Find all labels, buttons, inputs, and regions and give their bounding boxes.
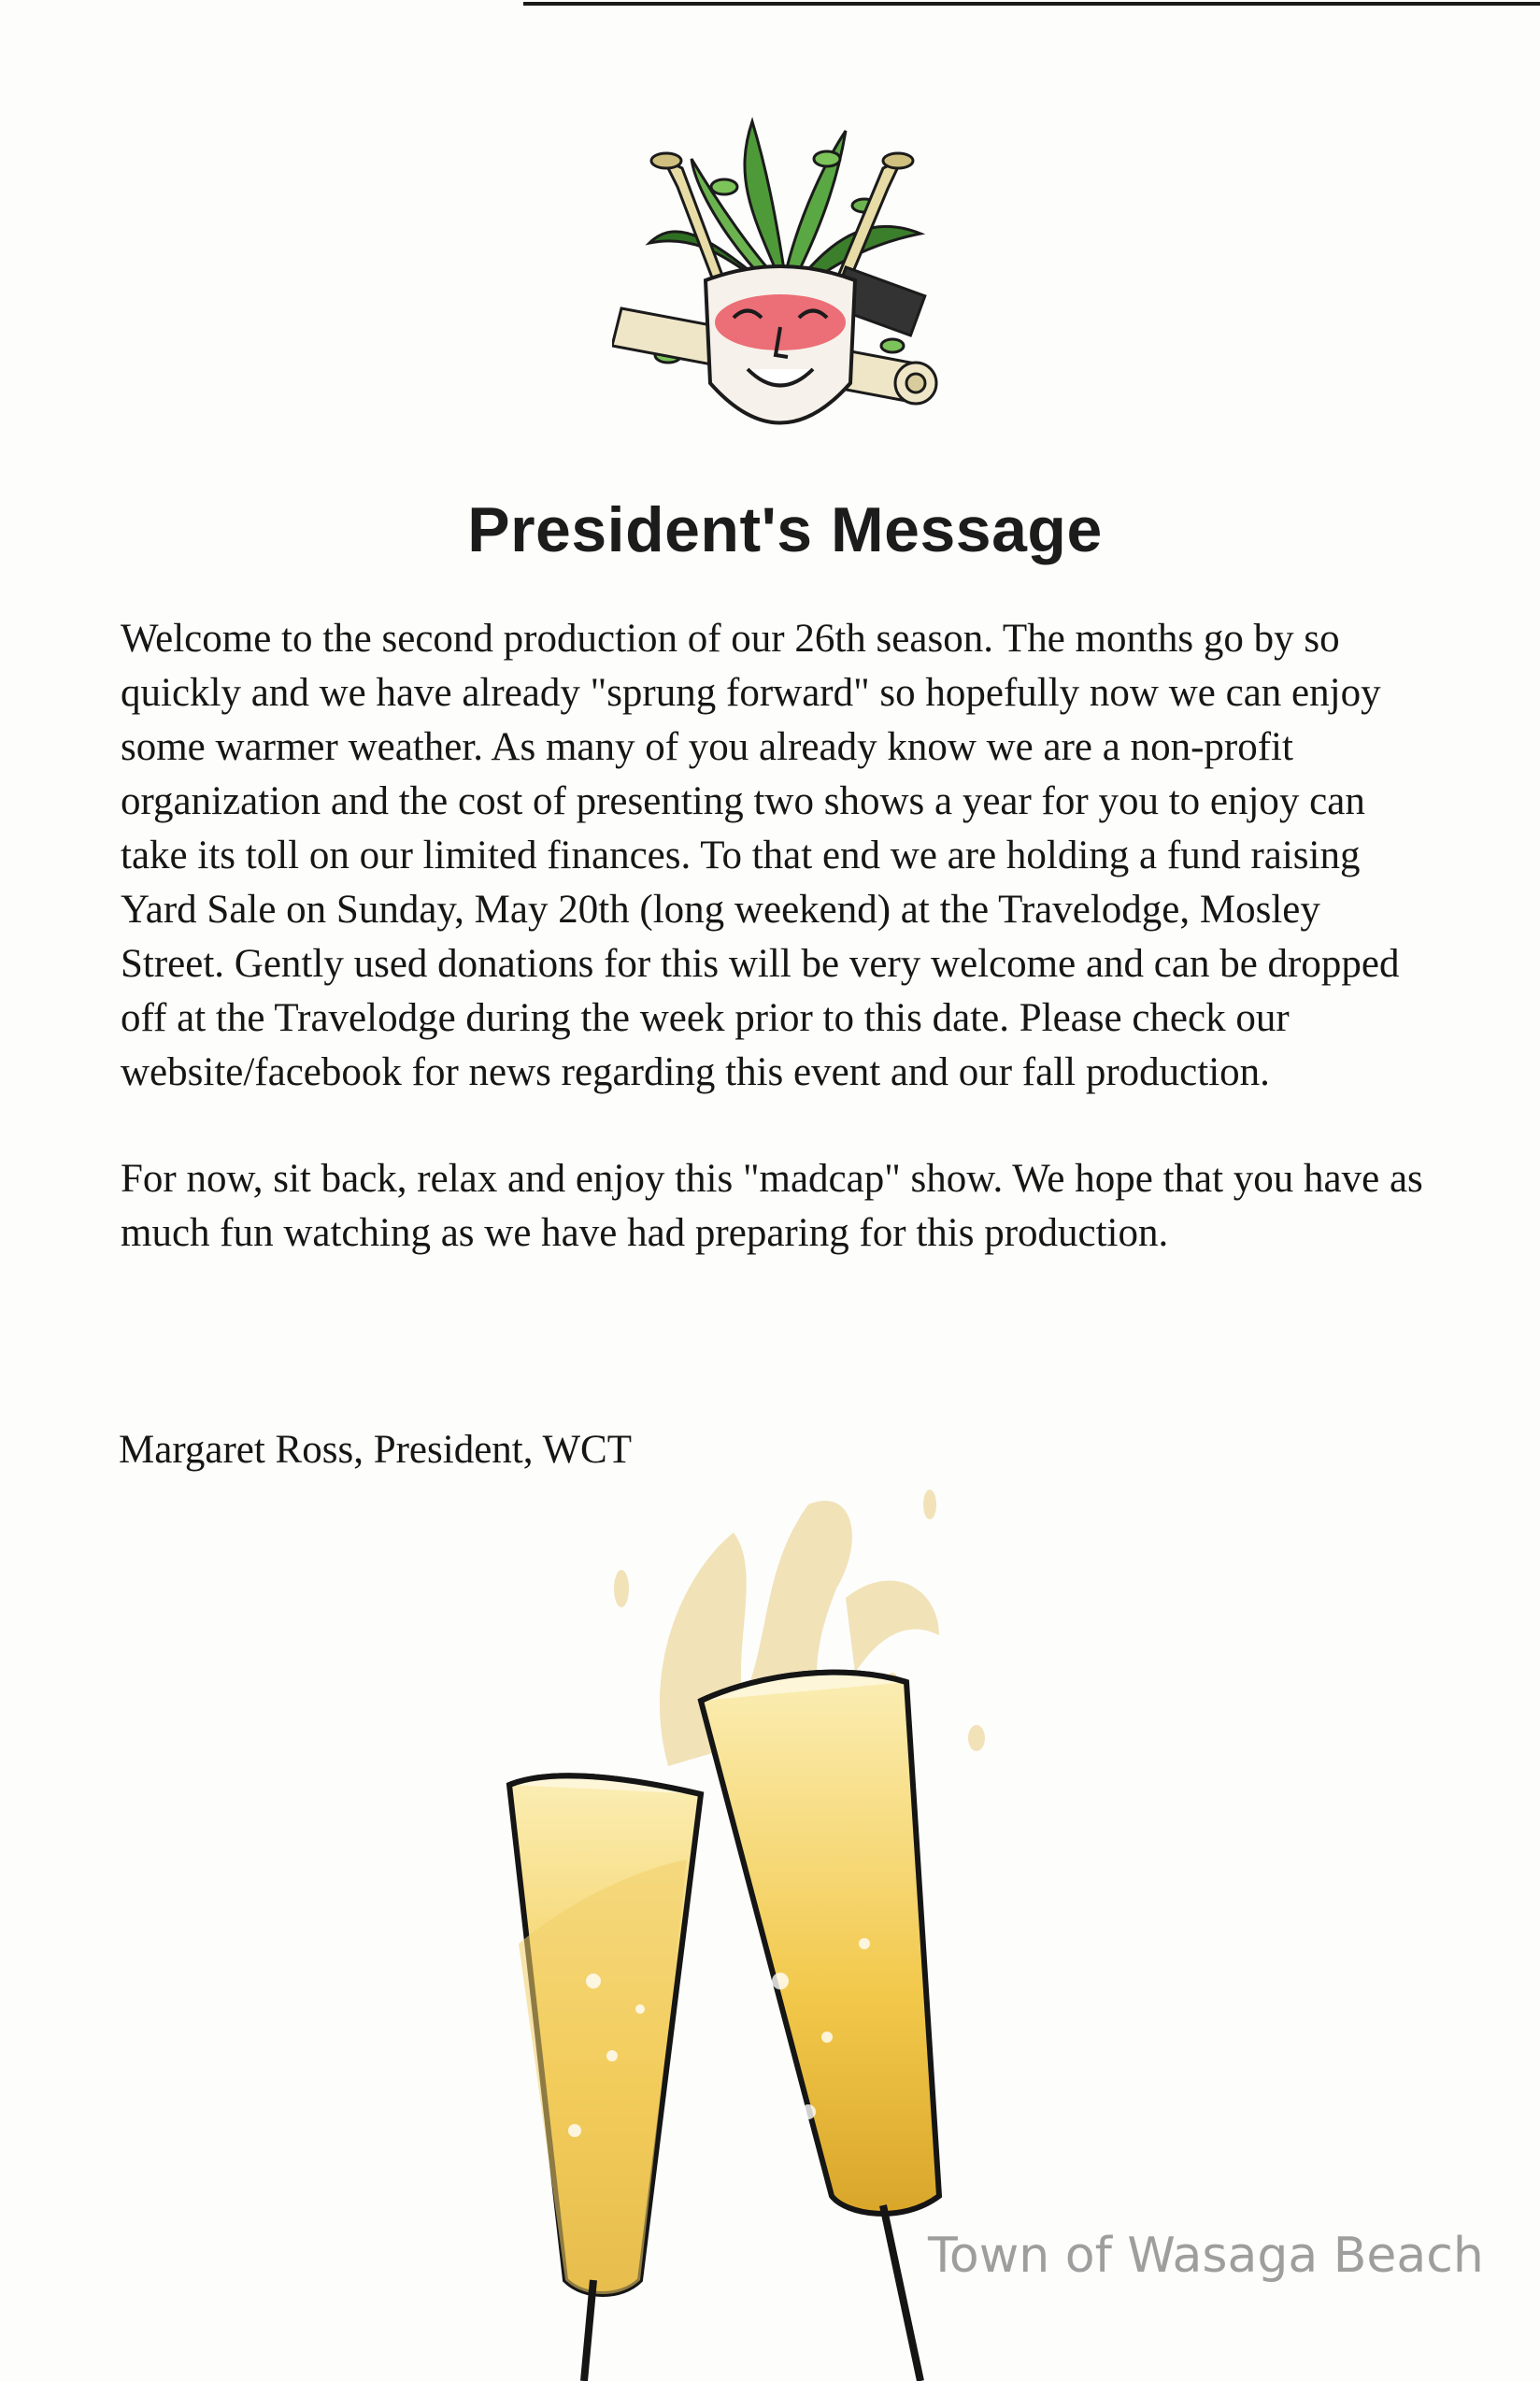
watermark: Town of Wasaga Beach — [928, 2228, 1484, 2284]
message-body — [121, 612, 1429, 1313]
signature: Margaret Ross, President, WCT — [119, 1428, 632, 1472]
left-champagne-glass — [509, 1775, 701, 2381]
right-champagne-glass — [701, 1673, 939, 2381]
top-border-line — [523, 2, 1540, 6]
message-paragraph: Welcome to the second production of our 26th season. The months go by so quickly and we have already "sprung forward" so hopefully now we can enjoy some warmer weather. As many of you already know we are a non-profit organization and the cost of presenting two shows a year for you to enjoy can take its toll on our limited finances. To that end we are holding a fund raising Yard Sale on Sunday, May 20th (long weekend) at the Travelodge, Mosley Street. Gently used donations for this will be very welcome and can be dropped off at the Travelodge during the week prior to this date. Please check our website/facebook for news regarding this event and our fall production. — [121, 617, 1400, 1094]
page-title: President's Message — [467, 494, 1103, 565]
message-paragraph: For now, sit back, relax and enjoy this "madcap" show. We hope that you have as much fun watching as we have had preparing for this production. — [121, 1157, 1423, 1255]
theatre-mask-logo — [612, 103, 948, 463]
comedy-mask — [706, 266, 855, 423]
